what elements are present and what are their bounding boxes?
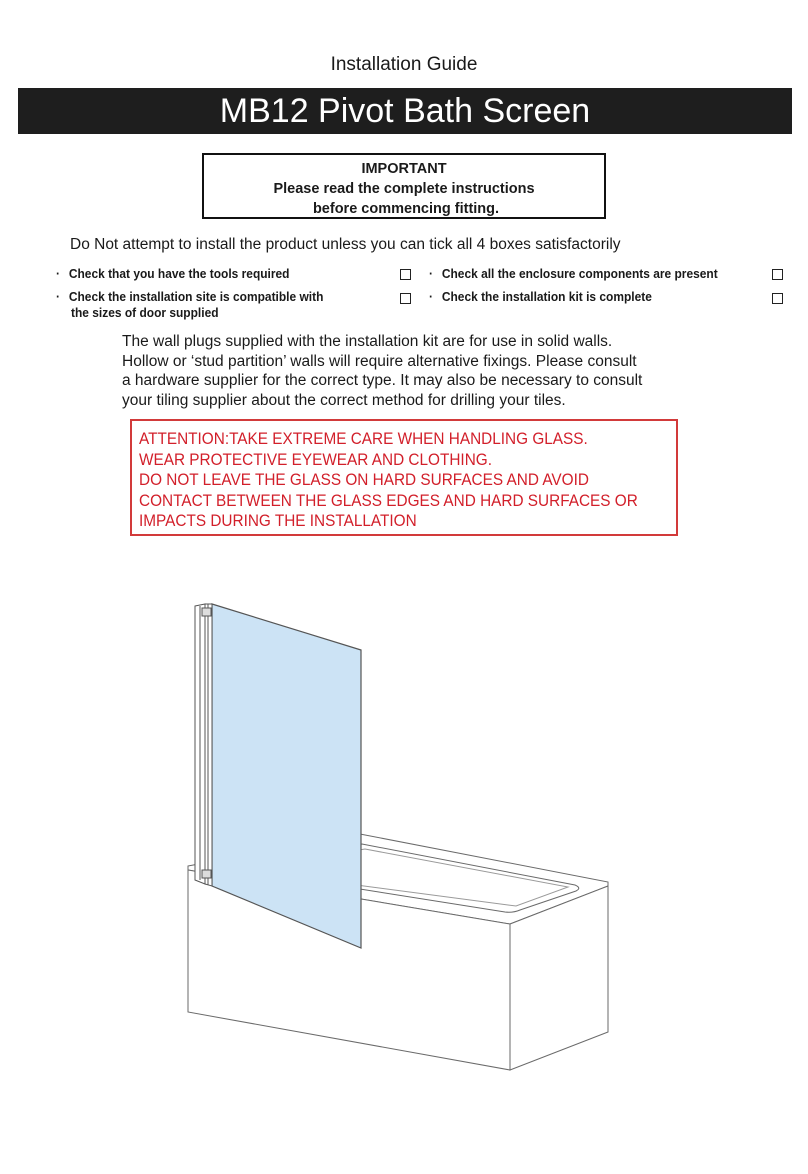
wall-plugs-note: [122, 332, 722, 410]
note-line-1: The wall plugs supplied with the installation kit are for use in solid walls.: [122, 333, 613, 350]
checklist-item-components: [429, 266, 718, 281]
checklist-item-site: [56, 289, 323, 304]
intro-text: Do Not attempt to install the product unless you can tick all 4 boxes satisfactorily: [70, 236, 621, 253]
important-heading: IMPORTANT: [361, 161, 447, 177]
attention-line-4: CONTACT BETWEEN THE GLASS EDGES AND HARD SURFACES OR: [139, 491, 638, 510]
attention-line-2: WEAR PROTECTIVE EYEWEAR AND CLOTHING.: [139, 450, 492, 469]
attention-line-3: DO NOT LEAVE THE GLASS ON HARD SURFACES AND AVOID: [139, 471, 589, 489]
checkbox[interactable]: [772, 293, 783, 304]
important-line-1: Please read the complete instructions: [273, 181, 535, 197]
bullet: ·: [56, 266, 60, 281]
document-subtitle: Installation Guide: [330, 54, 478, 75]
checklist-item-tools: [56, 266, 289, 281]
checkbox[interactable]: [400, 293, 411, 304]
bullet: ·: [429, 289, 433, 304]
important-notice: [202, 153, 606, 219]
important-line-2: before commencing fitting.: [312, 201, 500, 217]
bullet: ·: [429, 266, 433, 281]
attention-line-5: IMPACTS DURING THE INSTALLATION: [139, 512, 417, 530]
title-bar: [18, 88, 792, 134]
note-line-3: a hardware supplier for the correct type. It may also be necessary to consult: [122, 372, 643, 389]
checkbox[interactable]: [400, 269, 411, 280]
checklist-item-label-cont: the sizes of door supplied: [71, 305, 219, 320]
checkbox[interactable]: [772, 269, 783, 280]
checklist-item-label: Check all the enclosure components are present: [441, 266, 718, 281]
note-line-4: your tiling supplier about the correct method for drilling your tiles.: [122, 391, 566, 409]
note-line-2: Hollow or ‘stud partition’ walls will require alternative fixings. Please consult: [122, 352, 637, 370]
document-title: MB12 Pivot Bath Screen: [219, 92, 591, 130]
checklist-item-kit: [429, 289, 652, 304]
bath-screen-illustration: [180, 580, 620, 1080]
wall-profile: [195, 604, 212, 886]
checklist-item-label: Check that you have the tools required: [68, 266, 290, 281]
checklist-item-label: Check the installation kit is complete: [441, 289, 652, 304]
bullet: ·: [56, 289, 60, 304]
attention-warning: [130, 419, 678, 536]
checklist-item-label: Check the installation site is compatible with: [68, 289, 324, 304]
attention-line-1: ATTENTION:TAKE EXTREME CARE WHEN HANDLING GLASS.: [139, 430, 588, 448]
